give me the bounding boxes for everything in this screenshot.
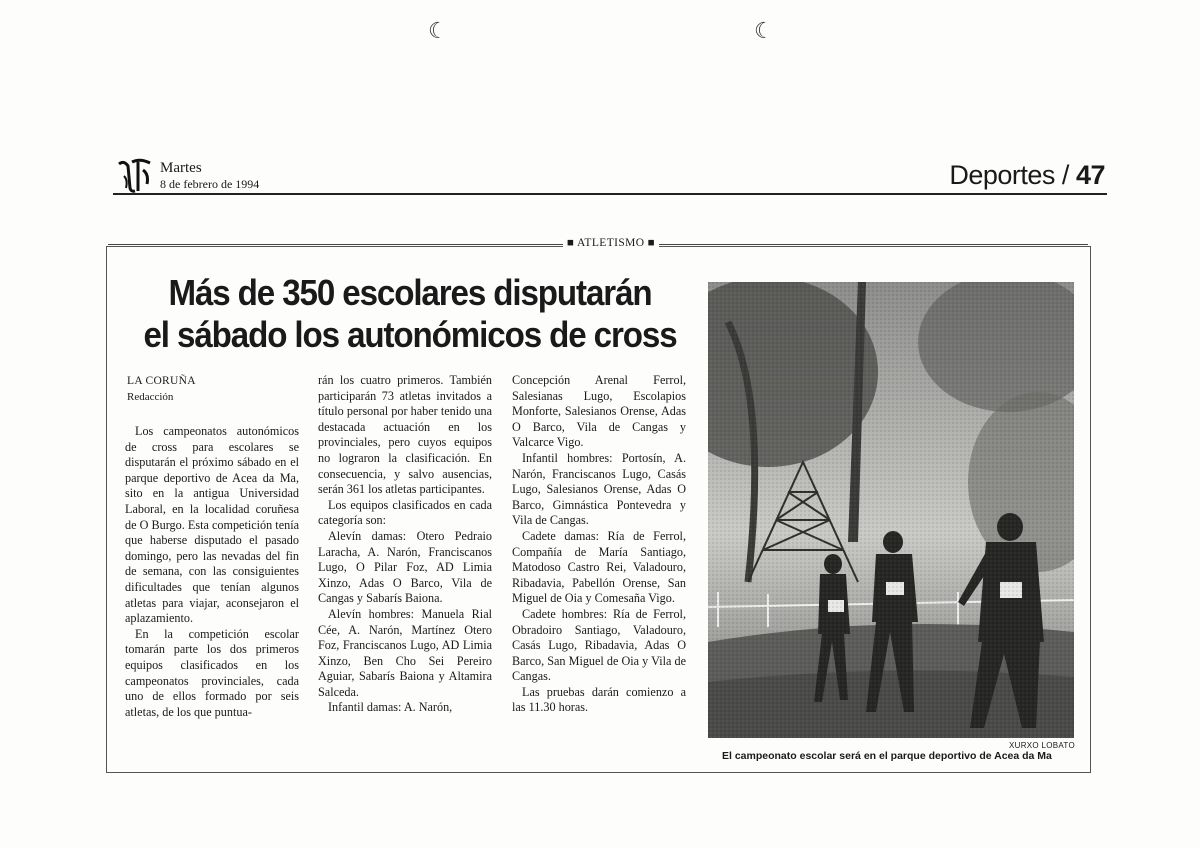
page-number: 47 — [1075, 160, 1105, 190]
paragraph: Infantil damas: A. Narón, — [328, 700, 453, 715]
paragraph: Alevín hombres: Manuela Rial Cée, A. Narón, Martínez Otero Foz, Franciscanos Lugo, AD Limia Xinzo, Ben Cho Sei Pereiro Aguiar, Sabarís Baiona y Altamira Salceda. — [318, 606, 492, 699]
paragraph: En la competición escolar tomarán parte los dos primeros equipos clasificados en los campeonatos provinciales, cada uno de ellos formado por seis atletas, de los que puntua- — [125, 626, 299, 719]
scan-mark: ☾ — [428, 18, 448, 43]
photo-credit: XURXO LOBATO — [1009, 741, 1075, 750]
paragraph: Los campeonatos autonómicos de cross para escolares se disputarán el próximo sábado en el parque deportivo de Acea da Ma, sito en la antigua Universidad Laboral, en la localidad coruñesa de O Burgo. Esta competición tenía que haberse disputado el pasado domingo, pero las nevadas del fin de semana, con las consiguientes dificultades que tenían algunos atletas para viajar, aconsejaron el aplazamiento. — [125, 424, 299, 626]
paragraph: Los equipos clasificados en cada categoría son: — [318, 497, 492, 528]
newspaper-logo-icon — [116, 158, 154, 194]
byline-author: Redacción — [127, 391, 174, 403]
article-headline — [143, 272, 677, 356]
paragraph: rán los cuatro primeros. También participarán 73 atletas invitados a título personal por haber tenido una destacada actuación en los provinciales, pero cuyos equipos no lograron la clasificación. En consecuencia, y salvo ausencias, serán 361 los atletas participantes. — [318, 373, 492, 497]
section-name: Deportes — [949, 160, 1055, 190]
paragraph: Las pruebas darán comienzo a las 11.30 horas. — [512, 684, 686, 715]
header-day: Martes — [160, 160, 202, 176]
paragraph: Alevín damas: Otero Pedraio Laracha, A. Narón, Franciscanos Lugo, O Pilar Foz, AD Limia Xinzo, Adas O Barco, Vila de Cangas y Sabarís Baiona. — [318, 528, 492, 606]
column-3 — [512, 373, 686, 716]
photo-caption: El campeonato escolar será en el parque deportivo de Acea da Ma — [722, 750, 1052, 762]
scan-mark: ☾ — [754, 18, 774, 43]
column-2 — [318, 373, 492, 716]
section-separator: / — [1061, 160, 1069, 190]
section-title — [949, 158, 1105, 192]
header-rule — [113, 193, 1107, 195]
column-1 — [125, 424, 299, 720]
paragraph: Infantil hombres: Portosín, A. Narón, Franciscanos Lugo, Casás Lugo, Salesianos Orense, Adas O Barco, Gimnástica Pontevedra y Vila de Cangas. — [512, 450, 686, 528]
headline-line-2: el sábado los autonómicos de cross — [143, 314, 677, 355]
byline-city: LA CORUÑA — [127, 375, 196, 387]
paragraph: Cadete hombres: Ría de Ferrol, Obradoiro Santiago, Valadouro, Casás Lugo, Ribadavia, Adas O Barco, San Miguel de Oia y Vila de Cangas. — [512, 606, 686, 684]
paragraph: Concepción Arenal Ferrol, Salesianas Lugo, Escolapios Monforte, Salesianos Orense, Adas O Barco, Vila de Cangas y Valcarce Vigo. — [512, 373, 686, 450]
article-kicker: ■ ATLETISMO ■ — [563, 236, 659, 250]
paragraph: Cadete damas: Ría de Ferrol, Compañía de María Santiago, Matodoso Castro Rei, Valadouro, Ribadavia, Pabellón Orense, San Miguel de Oia y Comesaña Vigo. — [512, 528, 686, 606]
header-date: 8 de febrero de 1994 — [160, 177, 260, 191]
headline-line-1: Más de 350 escolares disputarán — [168, 272, 652, 313]
cross-country-runners-photo — [708, 282, 1074, 738]
